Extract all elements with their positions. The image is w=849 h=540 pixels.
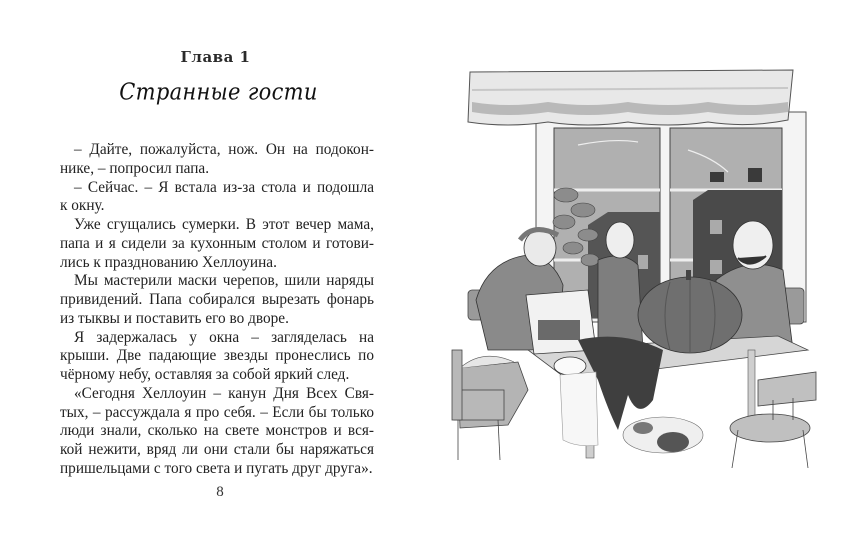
text-line: к окну. bbox=[60, 197, 105, 215]
chair-right bbox=[730, 372, 816, 468]
text-line: нике, – попросил папа. bbox=[60, 159, 210, 177]
ghost-sheet bbox=[560, 372, 598, 446]
text-line: чёрному небу, оставляя за собой яркий след. bbox=[60, 366, 350, 383]
text-line: Уже сгущались сумерки. В этот вечер мама, bbox=[74, 216, 374, 233]
chapter-title: Странные гости bbox=[119, 78, 318, 106]
text-line: «Сегодня Хеллоуин – канун Дня Всех Свя- bbox=[74, 384, 374, 402]
text-line: Мы мастерили маски черепов, шили наряды bbox=[74, 272, 374, 290]
text-line: Я задержалась у окна – загляделась на bbox=[74, 328, 374, 346]
text-line: пришельцами с того света и пугать друг друга». bbox=[60, 459, 373, 477]
cat bbox=[623, 417, 703, 453]
text-line: – Сейчас. – Я встала из-за стола и подошла bbox=[74, 178, 374, 196]
page-number: 8 bbox=[216, 484, 224, 500]
text-line: кой нежити, вряд ли они стали бы наряжаться bbox=[60, 441, 374, 458]
body-text bbox=[60, 141, 374, 479]
text-line: – Дайте, пожалуйста, нож. Он на подокон- bbox=[74, 141, 374, 158]
text-line: папа и я сидели за кухонным столом и готови- bbox=[60, 234, 374, 252]
chapter-label: Глава 1 bbox=[180, 48, 251, 66]
curtain-valance bbox=[468, 70, 793, 125]
illustration-halloween-kitchen bbox=[448, 50, 828, 480]
text-line: привидений. Папа собирался вырезать фонарь bbox=[60, 291, 374, 308]
text-line: тых, – рассуждала я про себя. – Если бы только bbox=[60, 403, 374, 421]
text-line: крыши. Две падающие звезды пронеслись по bbox=[60, 347, 374, 365]
text-line: люди знали, сколько на свете монстров и вся- bbox=[60, 422, 374, 440]
skull-mask bbox=[554, 357, 586, 375]
text-line: из тыквы и поставить его во дворе. bbox=[60, 309, 289, 327]
text-line: лись к празднованию Хеллоуина. bbox=[60, 253, 277, 271]
